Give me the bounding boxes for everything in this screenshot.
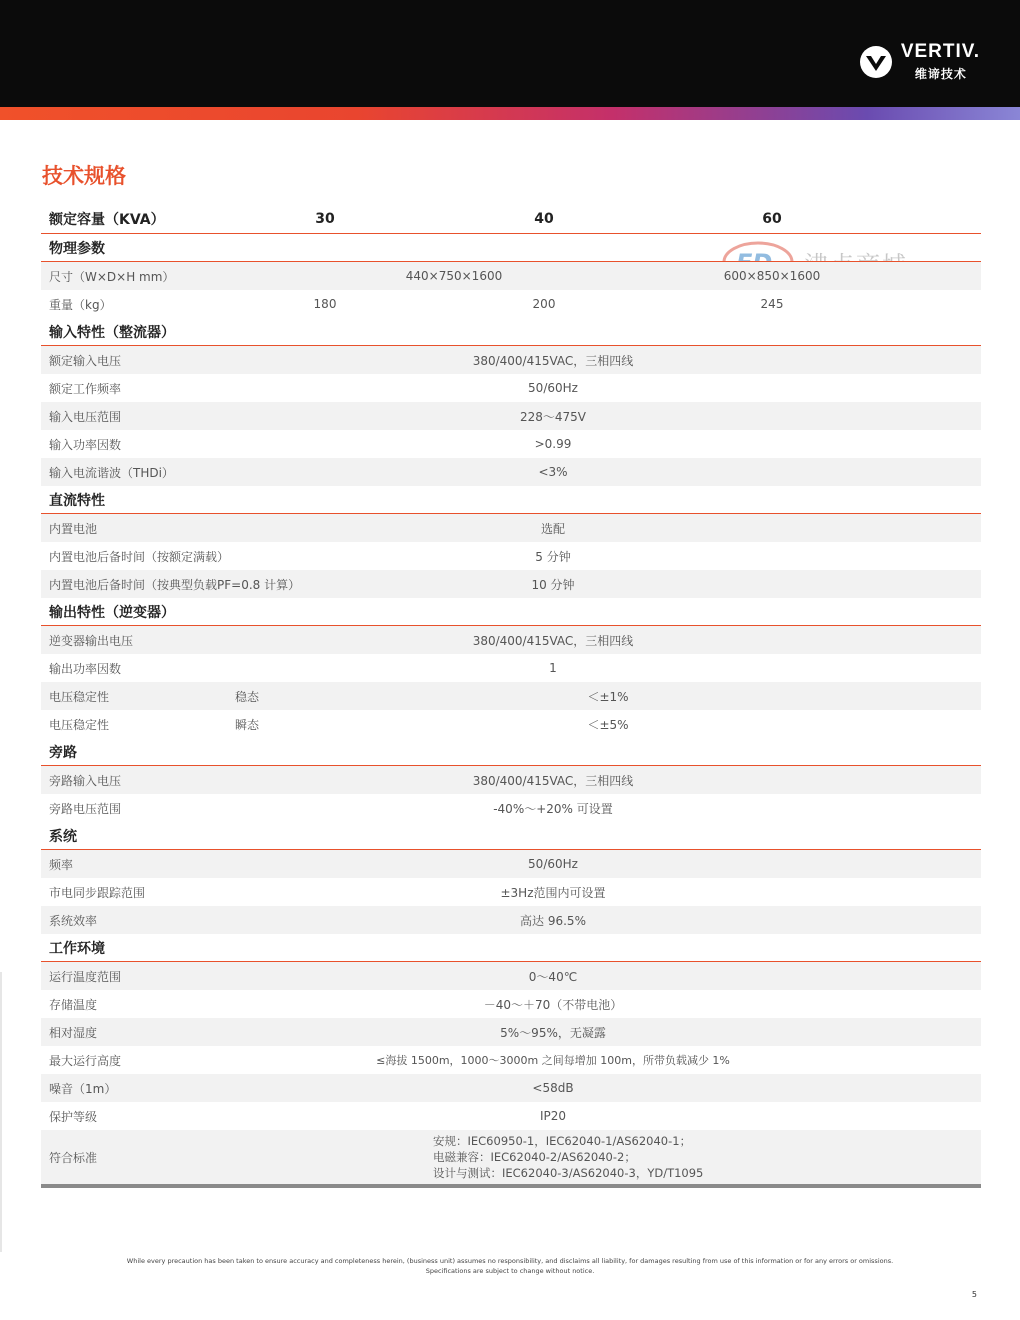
table-row: [41, 990, 981, 1018]
vertiv-v-icon: [859, 45, 893, 79]
table-row: [41, 654, 981, 682]
table-row: [41, 850, 981, 878]
section-input: [41, 318, 981, 346]
table-row: [41, 766, 981, 794]
row-label: 运行温度范围: [49, 969, 122, 984]
row-label: 旁路输入电压: [49, 773, 122, 788]
row-label: 最大运行高度: [49, 1053, 122, 1068]
row-label: 保护等级: [49, 1109, 98, 1124]
brand-chinese-name: 维谛技术: [914, 67, 967, 81]
section-system: [41, 822, 981, 850]
row-value: 0～40℃: [528, 969, 578, 984]
table-row: [41, 1102, 981, 1130]
row-value: ＜±1%: [587, 689, 629, 704]
table-row: [41, 346, 981, 374]
row-value: 245: [760, 297, 784, 311]
footer-disclaimer: [0, 1256, 1020, 1276]
row-value: 180: [313, 297, 337, 311]
row-label: 重量（kg）: [49, 297, 112, 312]
capacity-header-label: 额定容量（KVA）: [49, 211, 165, 228]
table-bottom-rule: [41, 1184, 981, 1188]
table-row: [41, 402, 981, 430]
section-title: 系统: [49, 828, 77, 845]
table-row: [41, 682, 981, 710]
row-sublabel: 瞬态: [235, 717, 260, 732]
standards-line: 电磁兼容：IEC62040-2/AS62040-2；: [433, 1150, 636, 1164]
table-row: [41, 1074, 981, 1102]
table-row: [41, 290, 981, 318]
row-value: 选配: [540, 521, 565, 536]
row-label: 输入电流谐波（THDi）: [49, 465, 174, 480]
row-value: 380/400/415VAC，三相四线: [472, 633, 634, 648]
table-row: [41, 458, 981, 486]
row-label: 输入功率因数: [49, 437, 122, 452]
section-output: [41, 598, 981, 626]
row-value: 50/60Hz: [528, 381, 578, 395]
row-value: 380/400/415VAC，三相四线: [472, 773, 634, 788]
row-value: ±3Hz范围内可设置: [500, 885, 606, 900]
row-value: >0.99: [534, 437, 572, 451]
row-value: 1: [549, 661, 557, 675]
table-row: [41, 514, 981, 542]
table-row: [41, 794, 981, 822]
table-row: [41, 1018, 981, 1046]
row-label: 系统效率: [49, 913, 98, 928]
row-value: 380/400/415VAC，三相四线: [472, 353, 634, 368]
header-gradient-stripe: [0, 107, 1020, 120]
table-row: [41, 710, 981, 738]
row-value: 5%～95%，无凝露: [500, 1025, 606, 1040]
row-label: 旁路电压范围: [49, 801, 122, 816]
section-title: 工作环境: [49, 940, 105, 957]
row-label: 额定工作频率: [49, 381, 122, 396]
row-label: 市电同步跟踪范围: [49, 885, 146, 900]
section-environment: [41, 934, 981, 962]
table-row: [41, 626, 981, 654]
section-title: 输出特性（逆变器）: [49, 604, 175, 621]
section-title: 物理参数: [49, 240, 105, 257]
table-row: [41, 430, 981, 458]
table-row: [41, 1046, 981, 1074]
capacity-40-header: 40: [534, 210, 554, 227]
row-label: 额定输入电压: [49, 353, 122, 368]
row-value: 50/60Hz: [528, 857, 578, 871]
row-value: 10 分钟: [531, 577, 575, 592]
section-title: 直流特性: [49, 492, 105, 509]
row-value: -40%～+20% 可设置: [493, 801, 613, 816]
table-row: [41, 906, 981, 934]
table-row: [41, 542, 981, 570]
row-value: 440×750×1600: [405, 269, 503, 283]
row-label: 符合标准: [49, 1150, 98, 1165]
row-label: 电压稳定性: [49, 717, 110, 732]
section-bypass: [41, 738, 981, 766]
section-title: 输入特性（整流器）: [49, 324, 175, 341]
section-physical: [41, 234, 981, 262]
table-row: [41, 570, 981, 598]
row-label: 尺寸（W×D×H mm）: [49, 269, 175, 284]
table-row-standards: [41, 1130, 981, 1184]
row-value: <58dB: [532, 1081, 574, 1095]
brand-name: VERTIV.: [900, 41, 980, 62]
page-title: 技术规格: [42, 164, 126, 188]
row-value: 600×850×1600: [723, 269, 821, 283]
table-row: [41, 878, 981, 906]
capacity-30-header: 30: [315, 210, 335, 227]
row-label: 输出功率因数: [49, 661, 122, 676]
section-title: 旁路: [49, 744, 77, 761]
row-value: 5 分钟: [535, 549, 571, 564]
row-label: 电压稳定性: [49, 689, 110, 704]
row-sublabel: 稳态: [235, 689, 260, 704]
disclaimer-line: While every precaution has been taken to ensure accuracy and completeness herein, (business unit) assumes no responsibility, and disclaims all liability, for damages resulting from use of this information or for any errors or omissions.: [126, 1257, 894, 1265]
row-label: 输入电压范围: [49, 409, 122, 424]
row-label: 相对湿度: [49, 1025, 98, 1040]
row-value: 228～475V: [519, 409, 587, 424]
standards-line: 安规：IEC60950-1，IEC62040-1/AS62040-1；: [433, 1134, 692, 1148]
table-row: [41, 962, 981, 990]
table-header-row: [41, 204, 981, 234]
section-dc: [41, 486, 981, 514]
page-number: 5: [971, 1290, 977, 1299]
row-value: 高达 96.5%: [520, 913, 586, 928]
row-label: 频率: [49, 857, 74, 872]
row-label: 噪音（1m）: [49, 1081, 117, 1096]
row-value: 200: [532, 297, 556, 311]
table-row: [41, 374, 981, 402]
row-value: <3%: [538, 465, 568, 479]
disclaimer-line: Specifications are subject to change without notice.: [425, 1267, 595, 1275]
row-value: IP20: [539, 1109, 567, 1123]
row-value: －40～＋70（不带电池）: [483, 997, 623, 1012]
spec-table: [41, 204, 981, 1188]
vertiv-logo: [859, 42, 980, 82]
row-label: 存储温度: [49, 997, 98, 1012]
table-row: [41, 262, 981, 290]
margin-line: [0, 972, 2, 1252]
standards-list: [433, 1133, 703, 1181]
row-value: ＜±5%: [587, 717, 629, 732]
standards-line: 设计与测试：IEC62040-3/AS62040-3，YD/T1095: [433, 1166, 704, 1180]
row-label: 逆变器输出电压: [49, 633, 134, 648]
row-label: 内置电池后备时间（按典型负载PF=0.8 计算）: [49, 577, 301, 592]
capacity-60-header: 60: [762, 210, 782, 227]
row-value: ≤海拔 1500m，1000～3000m 之间每增加 100m，所带负载减少 1%: [376, 1054, 730, 1067]
row-label: 内置电池后备时间（按额定满载）: [49, 549, 230, 564]
row-label: 内置电池: [49, 521, 98, 536]
